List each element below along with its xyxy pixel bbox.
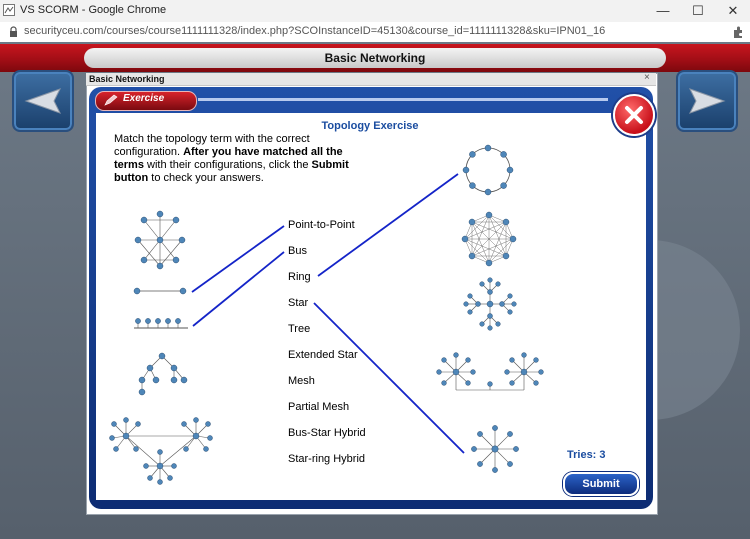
tries-label: Tries: xyxy=(567,449,597,461)
tries-value: 3 xyxy=(599,449,606,461)
instructions-text-3: to check your answers. xyxy=(148,172,264,184)
window-title: VS SCORM - Google Chrome xyxy=(20,4,167,16)
match-line-star xyxy=(314,303,464,453)
exercise-badge-label: Exercise xyxy=(123,93,165,104)
term-extended-star[interactable]: Extended Star xyxy=(288,349,358,361)
window-close-button[interactable]: ✕ xyxy=(727,3,739,18)
term-mesh[interactable]: Mesh xyxy=(288,375,315,387)
submit-button[interactable]: Submit xyxy=(563,472,639,496)
exercise-title: Topology Exercise xyxy=(321,120,419,132)
term-bus-star-hybrid[interactable]: Bus-Star Hybrid xyxy=(288,427,366,439)
url-text[interactable]: securityceu.com/courses/course1111111328/index.php?SCOInstanceID=45130&course_id=1111111328&sku=IPN01_16 xyxy=(24,25,606,37)
term-point-to-point[interactable]: Point-to-Point xyxy=(288,219,355,231)
term-bus[interactable]: Bus xyxy=(288,245,307,257)
match-line-point-to-point xyxy=(192,226,284,292)
match-line-bus xyxy=(193,252,284,326)
term-tree[interactable]: Tree xyxy=(288,323,311,335)
popup-close-button[interactable]: × xyxy=(644,72,650,83)
instructions-text-1: Match the topology term with the correct configuration. xyxy=(114,133,310,158)
term-partial-mesh[interactable]: Partial Mesh xyxy=(288,401,350,413)
instructions-bold-1: After you have matched all the terms xyxy=(114,146,343,171)
instructions-text-2: with their configurations, click the xyxy=(143,159,312,171)
match-line-ring xyxy=(318,174,458,276)
term-ring[interactable]: Ring xyxy=(288,271,311,283)
tries-counter xyxy=(567,449,606,461)
instructions-bold-2: Submit button xyxy=(114,159,349,184)
maximize-button[interactable]: ☐ xyxy=(692,3,704,18)
popup-title: Basic Networking xyxy=(89,74,165,84)
term-star[interactable]: Star xyxy=(288,297,309,309)
minimize-button[interactable]: — xyxy=(656,3,670,18)
course-title: Basic Networking xyxy=(324,51,426,65)
term-star-ring-hybrid[interactable]: Star-ring Hybrid xyxy=(288,453,366,465)
